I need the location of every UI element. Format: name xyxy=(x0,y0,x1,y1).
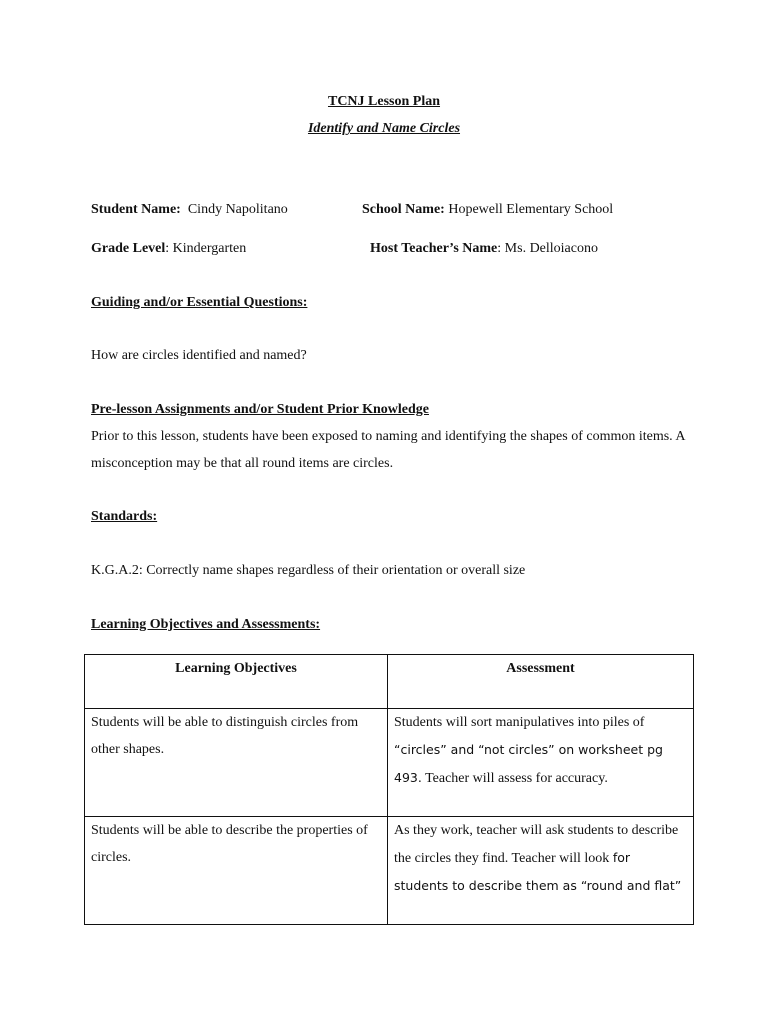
table-row xyxy=(85,709,694,817)
student-name-row xyxy=(91,203,288,217)
school-name-row xyxy=(362,203,613,217)
standards-heading: Standards: xyxy=(91,509,158,524)
guiding-questions-heading: Guiding and/or Essential Questions: xyxy=(91,295,308,310)
grade-level-row xyxy=(91,242,246,256)
assessment-text: Teacher will assess for accuracy. xyxy=(421,771,608,786)
host-teacher-row xyxy=(370,242,598,256)
objective-cell: Students will be able to describe the properties of circles. xyxy=(85,817,388,925)
school-name-label: School Name: xyxy=(362,202,445,217)
objectives-heading: Learning Objectives and Assessments: xyxy=(91,617,321,632)
assessment-column-header: Assessment xyxy=(388,655,694,709)
table-row xyxy=(85,817,694,925)
assessment-handwritten-text: “circles” and “not circles” on worksheet pg 493. xyxy=(394,742,663,785)
assessment-text: Students will sort manipulatives into piles of xyxy=(394,715,645,730)
guiding-questions-text: How are circles identified and named? xyxy=(91,348,307,363)
table-header-row xyxy=(85,655,694,709)
assessment-cell xyxy=(388,709,694,817)
grade-level-value: : Kindergarten xyxy=(165,241,247,256)
objective-cell: Students will be able to distinguish circles from other shapes. xyxy=(85,709,388,817)
grade-level-label: Grade Level xyxy=(91,241,166,256)
student-name-label: Student Name: xyxy=(91,202,181,217)
prelesson-heading: Pre-lesson Assignments and/or Student Prior Knowledge xyxy=(91,402,429,417)
assessment-cell xyxy=(388,817,694,925)
assessment-handwritten-text: for students to describe them as “round and flat” xyxy=(394,850,682,893)
page-title: TCNJ Lesson Plan xyxy=(327,94,441,109)
school-name-value: Hopewell Elementary School xyxy=(448,202,614,217)
objectives-table xyxy=(84,654,694,925)
host-teacher-value: : Ms. Delloiacono xyxy=(497,241,598,256)
objectives-column-header: Learning Objectives xyxy=(85,655,388,709)
host-teacher-label: Host Teacher’s Name xyxy=(370,241,498,256)
standards-text: K.G.A.2: Correctly name shapes regardless of their orientation or overall size xyxy=(91,563,526,578)
prelesson-text: Prior to this lesson, students have been exposed to naming and identifying the shapes of common items. A misconception may be that all round items are circles. xyxy=(91,429,685,471)
student-name-value: Cindy Napolitano xyxy=(187,202,288,217)
page-subtitle: Identify and Name Circles xyxy=(307,121,461,136)
assessment-text: As they work, teacher will ask students to describe the circles they find. Teacher will look xyxy=(394,823,679,866)
